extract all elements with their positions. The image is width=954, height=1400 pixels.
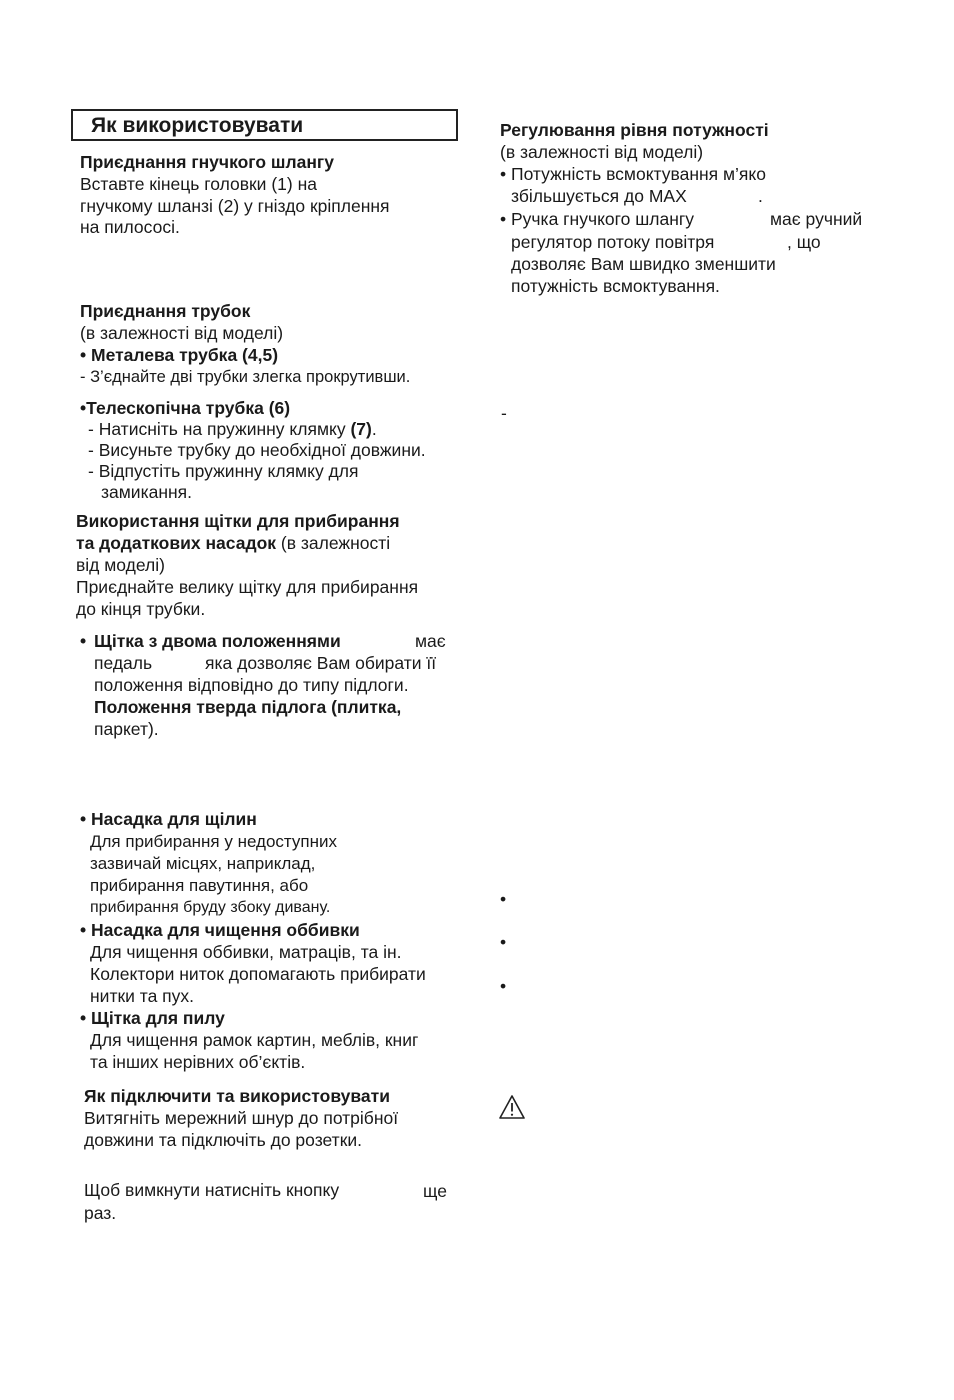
connect-text-1: Витягніть мережний шнур до потрібної bbox=[84, 1108, 399, 1128]
connect-text-2: довжини та підключіть до розетки. bbox=[84, 1130, 362, 1150]
brush-text-3: від моделі) bbox=[76, 555, 165, 575]
tele-tube-line-2: - Висуньте трубку до необхідної довжини. bbox=[88, 440, 426, 460]
power-bullet-2-line-3: дозволяє Вам швидко зменшити bbox=[511, 254, 776, 274]
hose-text-3: на пилососі. bbox=[80, 217, 180, 237]
power-bullet-1-line-2a: збільшується до MAX bbox=[511, 186, 687, 206]
power-bullet-1-line-1: • Потужність всмоктування м’яко bbox=[500, 164, 766, 184]
brush-text-4: Приєднайте велику щітку для прибирання bbox=[76, 577, 419, 597]
crevice-text-2: зазвичай місцях, наприклад, bbox=[90, 854, 316, 873]
upholstery-text-3: нитки та пух. bbox=[90, 986, 195, 1006]
power-sub: (в залежності від моделі) bbox=[500, 142, 704, 162]
power-heading: Регулювання рівня потужності bbox=[500, 120, 769, 140]
two-pos-line-2a: педаль bbox=[94, 653, 153, 673]
two-pos-line-2b: яка дозволяє Вам обирати її bbox=[205, 653, 437, 673]
right-bullet-2: • bbox=[500, 932, 507, 952]
power-bullet-2-line-2a: регулятор потоку повітря bbox=[511, 232, 715, 252]
metal-tube-text: - З’єднайте дві трубки злегка прокрутивши. bbox=[80, 368, 411, 386]
tele-tube-line-1: - Натисніть на пружинну клямку (7). bbox=[88, 419, 377, 439]
right-dash: - bbox=[501, 403, 507, 423]
brush-text-5: до кінця трубки. bbox=[76, 599, 206, 619]
power-bullet-2-line-2b: , що bbox=[787, 232, 821, 252]
two-pos-line-4: Положення тверда підлога (плитка, bbox=[94, 697, 402, 717]
right-bullet-1: • bbox=[500, 889, 507, 909]
dust-brush-text-1: Для чищення рамок картин, меблів, книг bbox=[90, 1030, 419, 1050]
hose-text-2: гнучкому шланзі (2) у гніздо кріплення bbox=[80, 196, 390, 216]
crevice-heading: • Насадка для щілин bbox=[80, 809, 257, 829]
metal-tube-heading: • Металева трубка (4,5) bbox=[80, 345, 279, 365]
upholstery-text-2: Колектори ниток допомагають прибирати bbox=[90, 964, 426, 984]
two-pos-line-3: положення відповідно до типу підлоги. bbox=[94, 675, 409, 695]
section-title-box bbox=[71, 109, 458, 141]
tubes-sub: (в залежності від моделі) bbox=[80, 323, 284, 343]
tele-tube-line-4: замикання. bbox=[101, 482, 193, 502]
dust-brush-heading: • Щітка для пилу bbox=[80, 1008, 225, 1028]
tele-tube-line-3: - Відпустіть пружинну клямку для bbox=[88, 461, 359, 481]
two-pos-bullet: • bbox=[80, 631, 87, 651]
two-pos-heading: Щітка з двома положеннями bbox=[94, 631, 341, 651]
two-pos-has: має bbox=[415, 631, 446, 651]
tele-tube-heading: •Телескопічна трубка (6) bbox=[80, 398, 291, 418]
two-pos-line-5: паркет). bbox=[94, 719, 159, 739]
power-bullet-1-line-2b: . bbox=[758, 186, 763, 206]
crevice-text-1: Для прибирання у недоступних bbox=[90, 832, 337, 851]
right-bullet-3: • bbox=[500, 976, 507, 996]
power-bullet-2-line-1b: має ручний bbox=[770, 209, 863, 229]
dust-brush-text-2: та інших нерівних об’єктів. bbox=[90, 1052, 306, 1072]
power-bullet-2-line-1a: • Ручка гнучкого шлангу bbox=[500, 209, 695, 229]
section-title: Як використовувати bbox=[91, 114, 304, 137]
switch-off-text-1a: Щоб вимкнути натисніть кнопку bbox=[84, 1180, 340, 1200]
switch-off-text-2: раз. bbox=[84, 1203, 117, 1223]
warning-triangle-icon bbox=[498, 1094, 526, 1125]
crevice-text-3: прибирання павутиння, або bbox=[90, 876, 309, 895]
crevice-text-4: прибирання бруду збоку дивану. bbox=[90, 899, 331, 916]
upholstery-text-1: Для чищення оббивки, матраців, та ін. bbox=[90, 942, 402, 962]
brush-heading-1: Використання щітки для прибирання bbox=[76, 511, 400, 531]
brush-heading-2: та додаткових насадок (в залежності bbox=[76, 533, 391, 553]
switch-off-text-1b: ще bbox=[423, 1181, 447, 1201]
connect-heading: Як підключити та використовувати bbox=[84, 1086, 390, 1106]
power-bullet-2-line-4: потужність всмоктування. bbox=[511, 276, 720, 296]
hose-heading: Приєднання гнучкого шлангу bbox=[80, 152, 334, 172]
tubes-heading: Приєднання трубок bbox=[80, 301, 251, 321]
upholstery-heading: • Насадка для чищення оббивки bbox=[80, 920, 360, 940]
hose-text-1: Вставте кінець головки (1) на bbox=[80, 174, 317, 194]
